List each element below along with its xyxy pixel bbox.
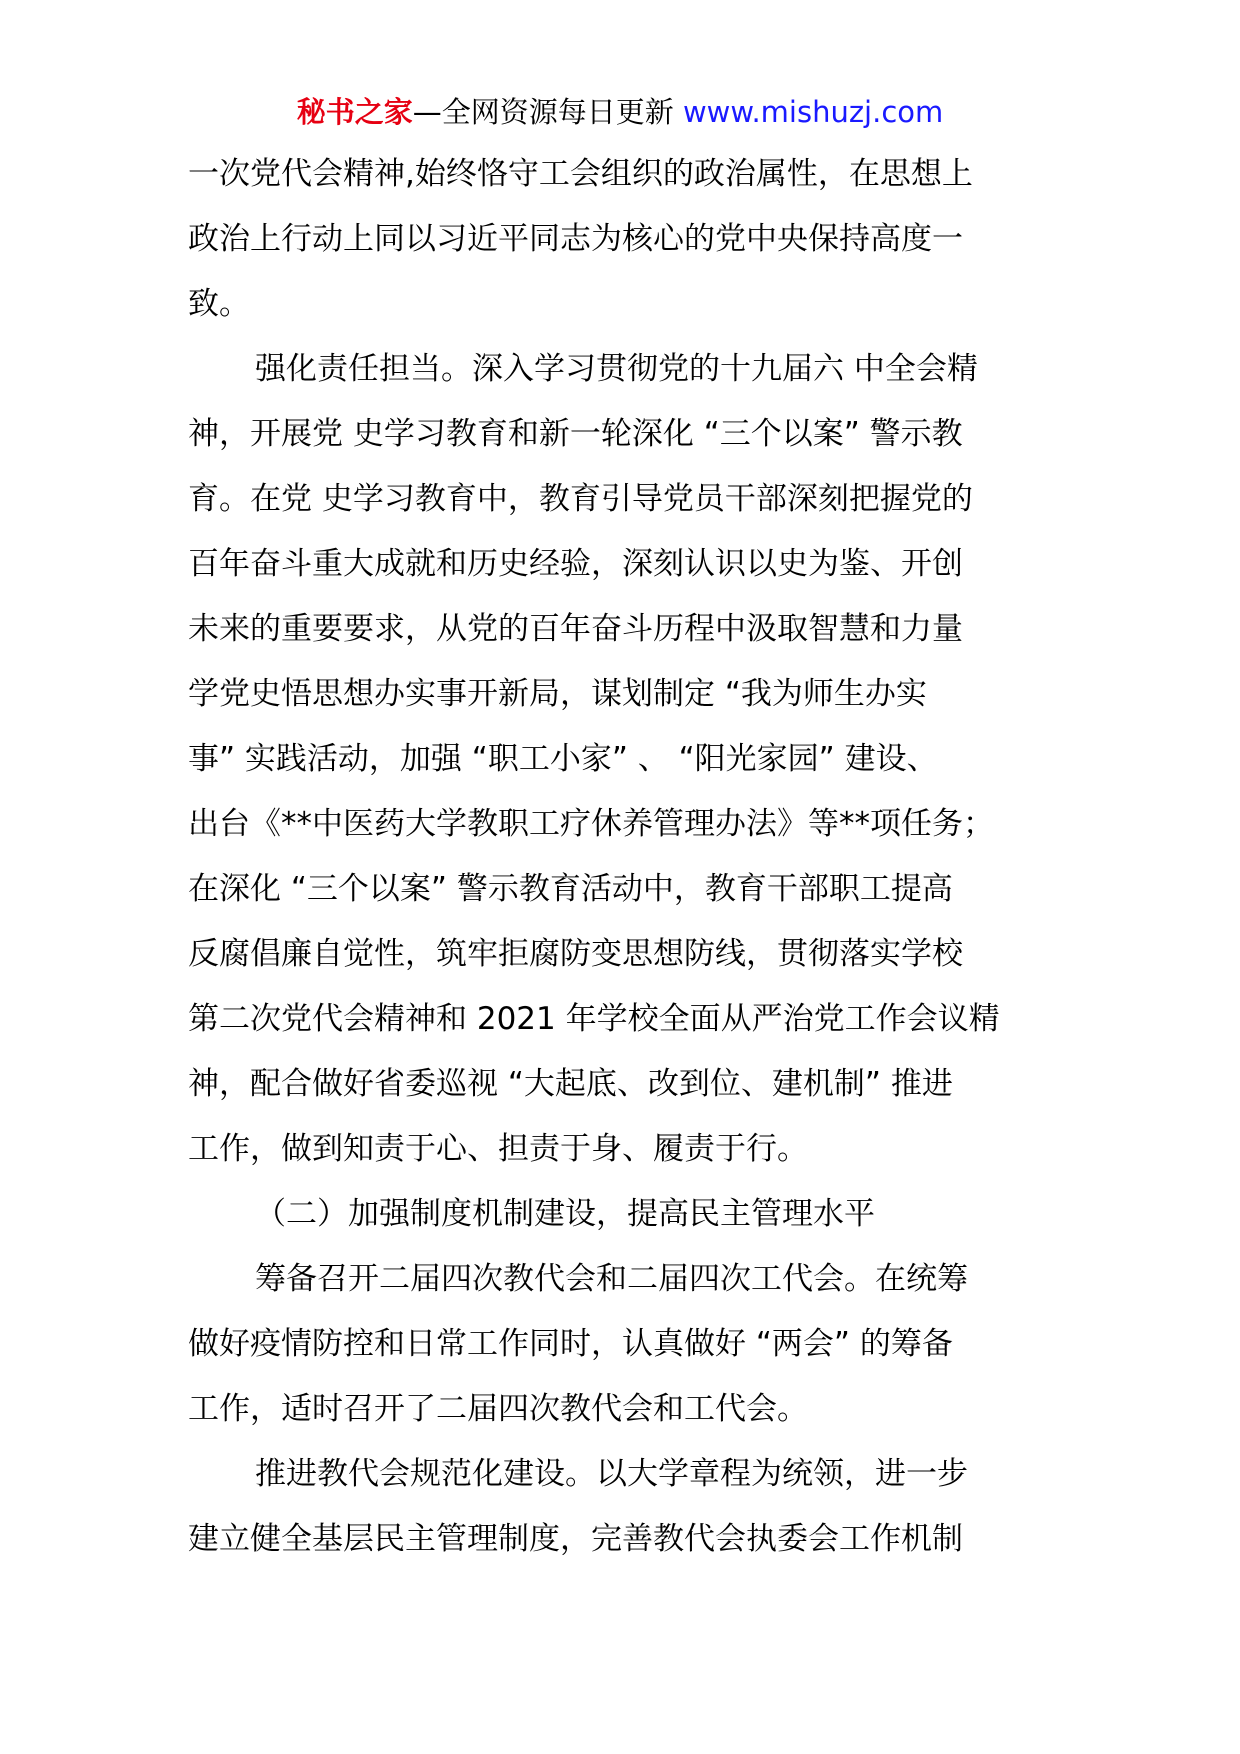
paragraph-start-line: 筹备召开二届四次教代会和二届四次工代会。在统筹 [255,1261,968,1297]
text-line: 事” 实践活动，加强 “职工小家” 、 “阳光家园” 建设、 [188,741,938,777]
section-heading: （二）加强制度机制建设，提高民主管理水平 [255,1196,875,1232]
site-tagline: —全网资源每日更新 [412,95,683,129]
document-body [188,142,1068,1572]
text-line: 做好疫情防控和日常工作同时，认真做好 “两会” 的筹备 [188,1326,953,1362]
text-line: 神，开展党 史学习教育和新一轮深化 “三个以案” 警示教 [188,416,963,452]
paragraph-start-line: 推进教代会规范化建设。以大学章程为统领，进一步 [255,1456,968,1492]
text-line: 学党史悟思想办实事开新局，谋划制定 “我为师生办实 [188,676,927,712]
text-line: 神，配合做好省委巡视 “大起底、改到位、建机制” 推进 [188,1066,953,1102]
text-line: 未来的重要要求，从党的百年奋斗历程中汲取智慧和力量 [188,611,963,647]
text-line: 在深化 “三个以案” 警示教育活动中，教育干部职工提高 [188,871,953,907]
text-line: 工作，适时召开了二届四次教代会和工代会。 [188,1391,808,1427]
text-line: 反腐倡廉自觉性，筑牢拒腐防变思想防线，贯彻落实学校 [188,936,963,972]
text-line: 一次党代会精神,始终恪守工会组织的政治属性，在思想上 [188,156,973,192]
text-line: 第二次党代会精神和 2021 年学校全面从严治党工作会议精 [188,1001,1000,1037]
text-line: 建立健全基层民主管理制度，完善教代会执委会工作机制 [188,1521,963,1557]
site-brand: 秘书之家 [296,95,413,129]
text-line: 致。 [188,286,250,322]
site-url[interactable]: www.mishuzj.com [682,95,944,129]
text-line: 育。在党 史学习教育中，教育引导党员干部深刻把握党的 [188,481,973,517]
paragraph-start-line: 强化责任担当。深入学习贯彻党的十九届六 中全会精 [255,351,978,387]
text-line: 工作，做到知责于心、担责于身、履责于行。 [188,1131,808,1167]
text-line: 出台《**中医药大学教职工疗休养管理办法》等**项任务； [188,806,994,842]
site-header [0,92,1240,132]
text-line: 政治上行动上同以习近平同志为核心的党中央保持高度一 [188,221,963,257]
text-line: 百年奋斗重大成就和历史经验，深刻认识以史为鉴、开创 [188,546,963,582]
